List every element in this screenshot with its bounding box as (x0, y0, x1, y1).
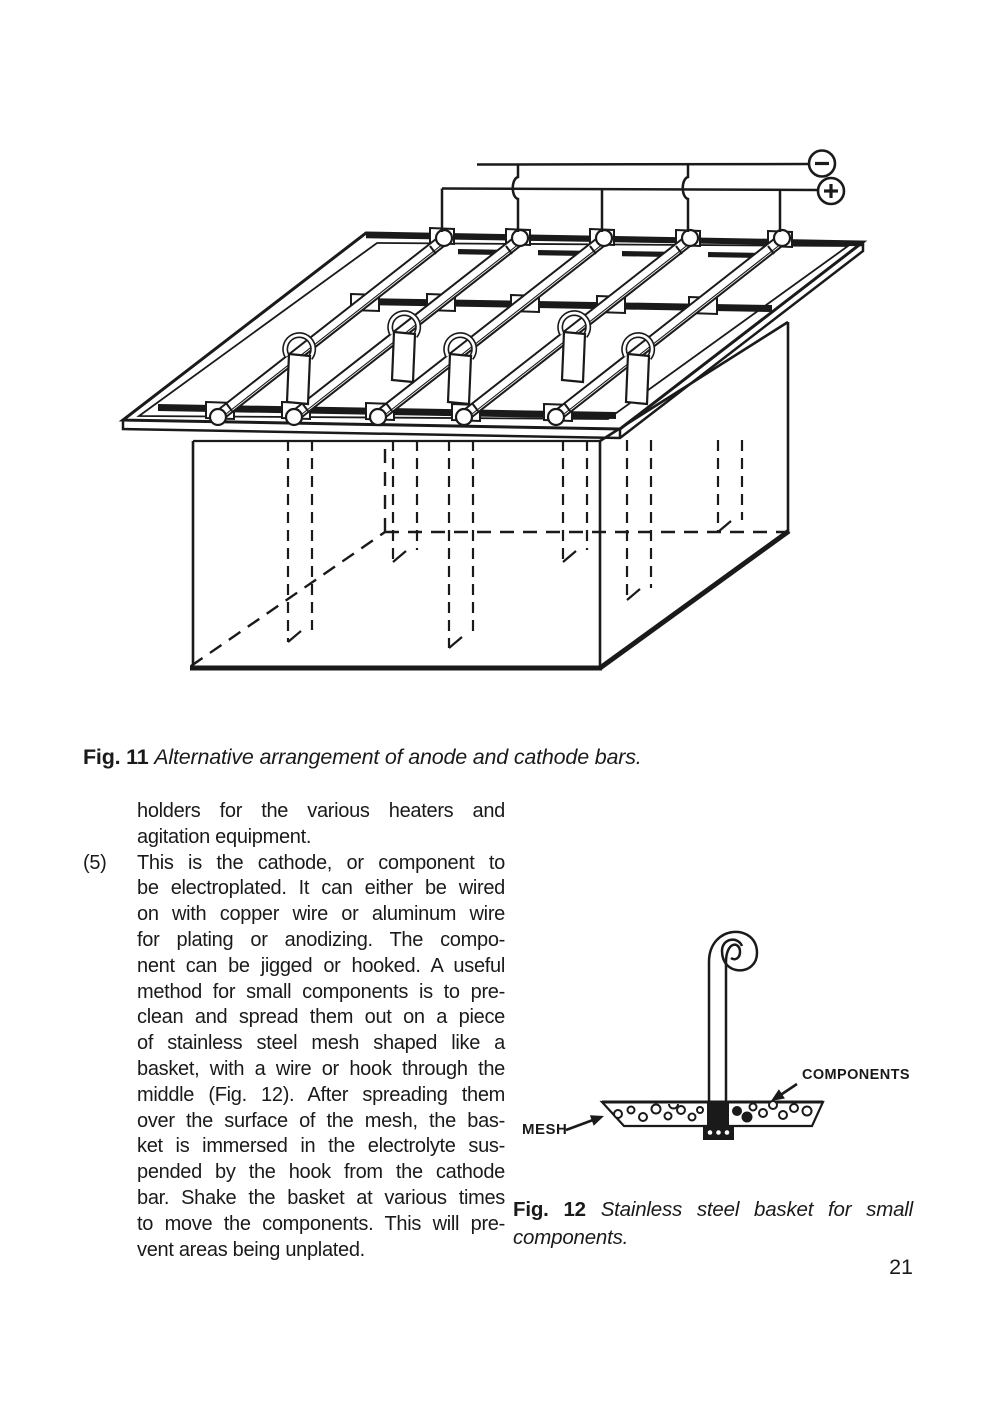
text-line: basket, with a wire or hook through the (137, 1057, 505, 1080)
mesh-label: MESH (522, 1121, 568, 1138)
mesh-arrow (566, 1120, 593, 1130)
basket-hook (709, 932, 757, 1124)
fig12-diagram (500, 895, 920, 1160)
bus-wiring (442, 151, 844, 233)
fig11-caption (83, 745, 642, 770)
fig12-caption-line2: components. (513, 1225, 629, 1249)
plus-terminal-icon (818, 178, 844, 204)
paragraph-continuation (137, 799, 505, 851)
text-line: method for small components is to pre- (137, 980, 505, 1003)
minus-terminal-icon (809, 151, 835, 177)
list-marker: (5) (83, 851, 107, 874)
fig12-caption (513, 1196, 913, 1251)
text-line: on with copper wire or aluminum wire (137, 903, 505, 926)
list-item-5 (83, 851, 507, 1264)
text-line: for plating or anodizing. The compo- (137, 928, 505, 951)
page-number: 21 (889, 1255, 913, 1279)
fig12-caption-label: Fig. 12 (513, 1198, 586, 1221)
text-line: pended by the hook from the cathode (137, 1161, 505, 1184)
list-item-text (137, 851, 505, 1264)
text-line: bar. Shake the basket at various times (137, 1186, 505, 1209)
text-line: agitation equipment. (137, 825, 312, 848)
components-label: COMPONENTS (802, 1067, 910, 1083)
fig11-diagram (80, 140, 920, 735)
components-arrowhead (771, 1089, 785, 1101)
text-line: clean and spread them out on a piece (137, 1006, 505, 1029)
fig11-caption-label: Fig. 11 (83, 745, 149, 769)
text-line: vent areas being unplated. (137, 1238, 365, 1261)
text-line: to move the components. This will pre- (137, 1212, 505, 1235)
fig11-caption-text: Alternative arrangement of anode and cathode bars. (154, 745, 642, 769)
body-text (83, 799, 507, 1263)
fig12-caption-line1: Stainless steel basket for small (600, 1198, 913, 1221)
text-line: ket is immersed in the electrolyte sus- (137, 1135, 505, 1158)
mesh-arrowhead (590, 1115, 604, 1125)
text-line: holders for the various heaters and (137, 800, 505, 822)
text-line: over the surface of the mesh, the bas- (137, 1109, 505, 1132)
text-line: This is the cathode, or component to (137, 851, 505, 874)
text-line: nent can be jigged or hooked. A useful (137, 954, 505, 977)
text-line: be electroplated. It can either be wired (137, 877, 505, 900)
mesh-callout (522, 1115, 604, 1138)
components-callout (771, 1067, 910, 1101)
text-line: of stainless steel mesh shaped like a (137, 1032, 505, 1055)
text-line: middle (Fig. 12). After spreading them (137, 1083, 505, 1106)
